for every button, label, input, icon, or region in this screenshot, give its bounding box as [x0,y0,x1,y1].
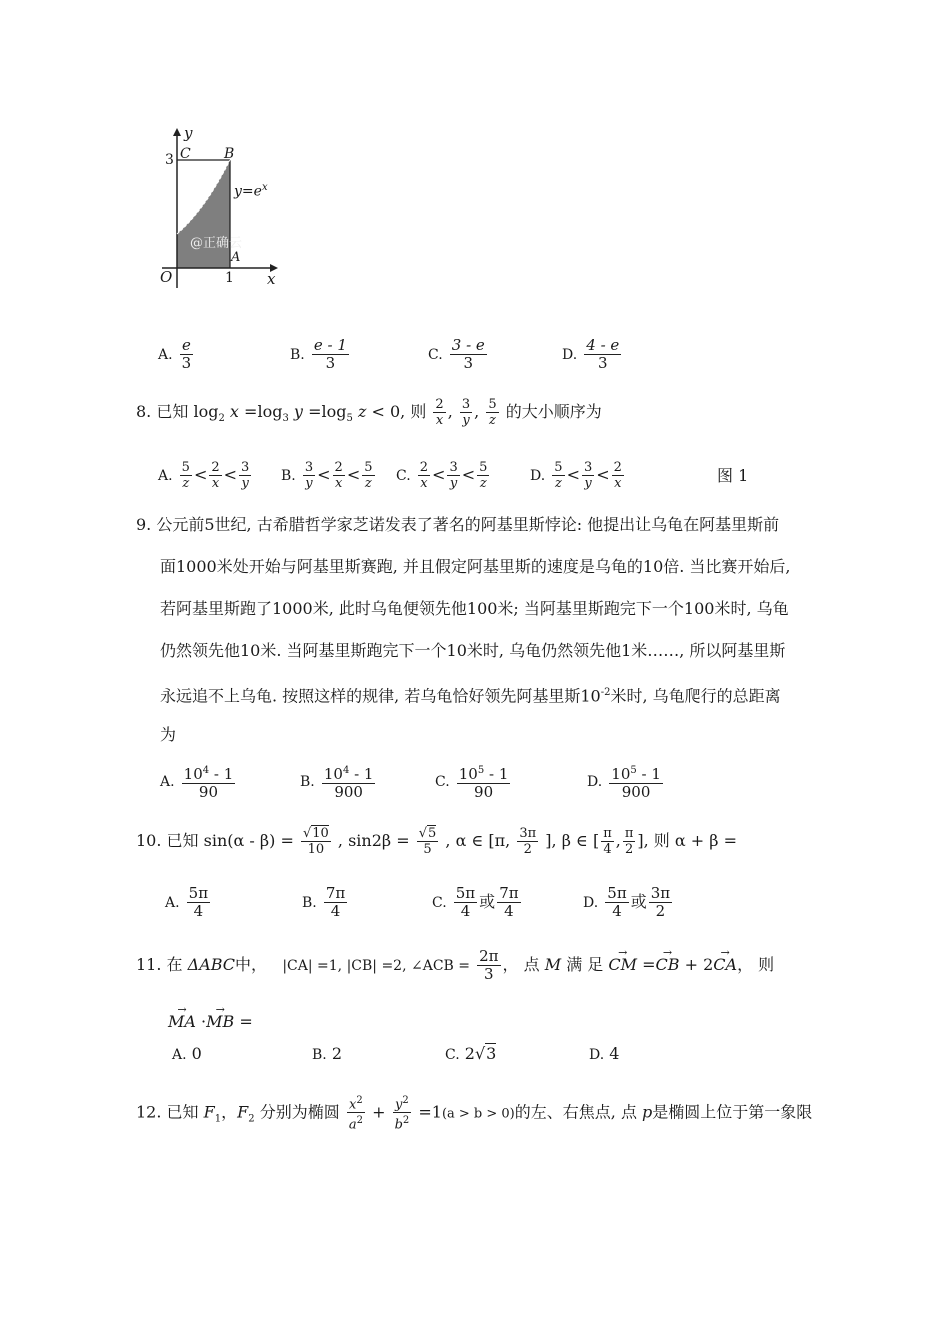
q11-stem: 11. 在 ΔABC中， |CA| =1, |CB| =2, ∠ACB = $\frac{2\pi}{3}$ ， 点 M 满 足 → CM =→ CB + 2→ CA， 则 [136,948,774,983]
q9-option-b[interactable]: B. $\frac{10^4 - 1}{900}$ [300,762,377,801]
point-c-label: C [180,146,191,162]
q8-option-d[interactable]: D. $\frac{5}{z}$ < $\frac{3}{y}$ < $\frac{2}{x}$ [530,460,622,491]
q7-option-a[interactable]: A. $\frac{e}{3}$ [158,336,192,372]
q9-line-6: 为 [160,725,177,744]
q9-option-a[interactable]: A. $\frac{10^4 - 1}{90}$ [160,762,237,801]
tick-3-label: 3 [165,152,174,168]
q9-line-4: 仍然领先他10米. 当阿基里斯跑完下一个10米时, 乌龟仍然领先他1米……, 所以阿基里斯 [160,641,786,660]
q8-option-a[interactable]: A. $\frac{5}{z}$ < $\frac{2}{x}$ < $\frac{3}{y}$ [158,460,250,491]
q10-stem: 10. 已知 sin(α - β) = $\frac{√10}{10}$ , sin2β = $\frac{√5}{5}$ , α ∈ [π, $\frac{3\pi}{2}$ ], β ∈ [ $\frac{\pi}{4}$ , $\frac{\pi}{2}$ ], 则 α + β = [136,826,738,857]
q11-option-c[interactable]: C. 2√3 [445,1044,497,1063]
q10-option-d[interactable]: D. $\frac{5\pi}{4}$ 或 $\frac{3\pi}{2}$ [583,884,671,920]
point-b-label: B [224,146,235,162]
q10-option-b[interactable]: B. $\frac{7\pi}{4}$ [302,884,346,920]
q11-option-b[interactable]: B. 2 [312,1044,343,1063]
watermark: @正确云 [190,236,243,251]
q11-option-a[interactable]: A. 0 [172,1044,202,1063]
q11-stem-cont: → MA ·→ MB = [168,1011,253,1033]
shaded-region [177,160,230,268]
q9-line-5: 永远追不上乌龟. 按照这样的规律, 若乌龟恰好领先阿基里斯$10^{-2}$米时, 乌龟爬行的总距离 [160,686,781,706]
q9-line-2: 面1000米处开始与阿基里斯赛跑, 并且假定阿基里斯的速度是乌龟的10倍. 当比赛开始后, [160,557,791,576]
q9-line-3: 若阿基里斯跑了1000米, 此时乌龟便领先他100米; 当阿基里斯跑完下一个100米时, 乌龟 [160,599,789,618]
q9-line-1: 9. 公元前5世纪, 古希腊哲学家芝诺发表了著名的阿基里斯悖论: 他提出让乌龟在阿基里斯前 [136,515,780,534]
q8-stem: 8. 已知 $\log_2 x =\log_3$ $y =\log_5$ z < 0, 则 $\frac{2}{x}$ , $\frac{3}{y}$ , $\frac{5}{z}$ 的大小顺序为 [136,397,602,428]
q12-stem: 12. 已知 $F_1$，$F_2$ 分别为椭圆 $\frac{x^2}{a^2}$ + $\frac{y^2}{b^2}$ =1(a > b > 0)的左、右焦点, 点 p是椭圆上位于第一象限 [136,1095,813,1133]
y-axis-label: y [184,124,193,142]
q8-option-c[interactable]: C. $\frac{2}{x}$ < $\frac{3}{y}$ < $\frac{5}{z}$ [396,460,488,491]
q10-option-a[interactable]: A. $\frac{5\pi}{4}$ [165,884,209,920]
q10-option-c[interactable]: C. $\frac{5\pi}{4}$ 或 $\frac{7\pi}{4}$ [432,884,519,920]
origin-label: O [160,268,173,286]
y-axis-arrow-icon [173,128,181,136]
figure-label: 图 1 [717,466,749,485]
q9-option-c[interactable]: C. $\frac{10^5 - 1}{90}$ [435,762,512,801]
q7-option-c[interactable]: C. $\frac{3 - e}{3}$ [428,336,485,372]
q7-option-d[interactable]: D. $\frac{4 - e}{3}$ [562,336,620,372]
q11-option-d[interactable]: D. 4 [589,1044,620,1063]
x-axis-label: x [267,270,276,288]
tick-1-label: 1 [225,270,234,286]
q9-option-d[interactable]: D. $\frac{10^5 - 1}{900}$ [587,762,665,801]
q7-option-b[interactable]: B. $\frac{e - 1}{3}$ [290,336,347,372]
point-a-label: A [231,250,241,265]
curve-label: $y=e^x$ [234,182,268,200]
q8-option-b[interactable]: B. $\frac{3}{y}$ < $\frac{2}{x}$ < $\frac{5}{z}$ [281,460,373,491]
